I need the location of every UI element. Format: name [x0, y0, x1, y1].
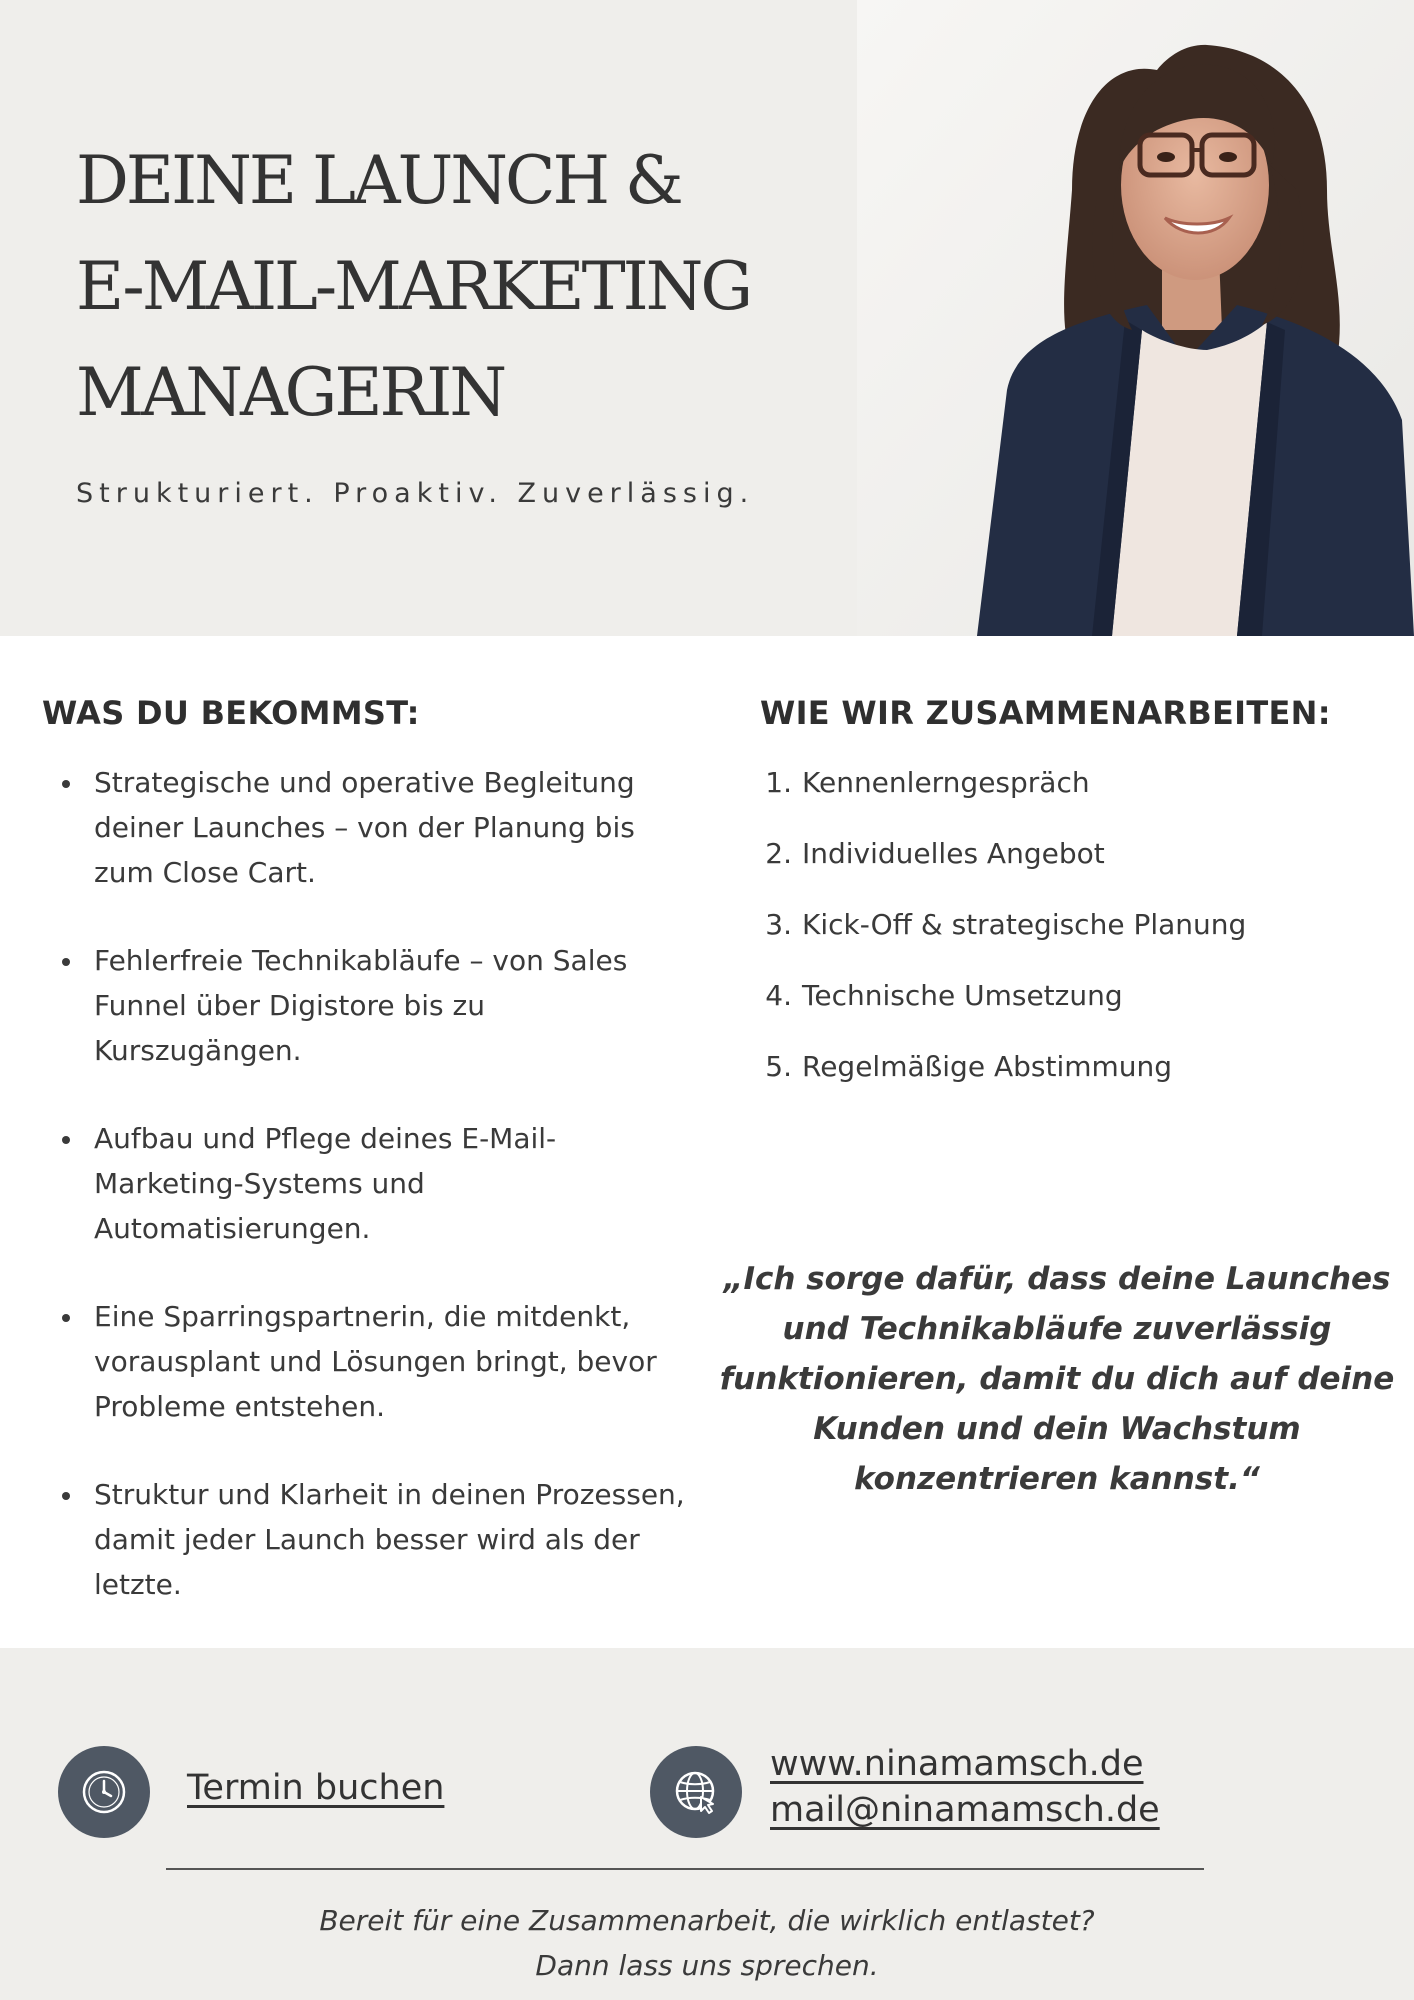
testimonial-quote: „Ich sorge dafür, dass deine Launches und Technikabläufe zuverlässig funktionieren, damit du dich auf deine Kunden und dein Wachstum konzentrieren kannst.“: [719, 1261, 1395, 1497]
process-steps-list: [752, 760, 1352, 1115]
list-item: Fehlerfreie Technikabläufe – von Sales Funnel über Digistore bis zu Kurszugängen.: [58, 938, 698, 1073]
clock-icon[interactable]: [58, 1746, 150, 1838]
step-number: 5.: [765, 1050, 792, 1083]
hero-section: [0, 0, 1414, 636]
tagline: Strukturiert. Proaktiv. Zuverlässig.: [76, 478, 755, 509]
step-item: [752, 902, 1352, 947]
closing-line-1: Bereit für eine Zusammenarbeit, die wirklich entlastet?: [319, 1904, 1095, 1937]
step-item: [752, 1044, 1352, 1089]
list-item: Struktur und Klarheit in deinen Prozessen, damit jeder Launch besser wird als der letzte.: [58, 1472, 698, 1607]
website-link[interactable]: www.ninamamsch.de: [770, 1744, 1144, 1784]
page-title: [76, 128, 816, 446]
step-label: Individuelles Angebot: [802, 837, 1105, 870]
step-item: [752, 760, 1352, 805]
step-label: Regelmäßige Abstimmung: [802, 1050, 1173, 1083]
benefits-list: [58, 760, 698, 1650]
contact-footer: [0, 1648, 1414, 2000]
step-number: 4.: [765, 979, 792, 1012]
list-item: Aufbau und Pflege deines E-Mail-Marketing-Systems und Automatisierungen.: [58, 1116, 698, 1251]
title-line-1: DEINE LAUNCH &: [76, 142, 681, 219]
step-label: Kennenlerngespräch: [802, 766, 1090, 799]
globe-icon[interactable]: [650, 1746, 742, 1838]
title-line-3: MANAGERIN: [76, 354, 505, 431]
globe-icon-graphic: [671, 1767, 721, 1817]
closing-line-2: Dann lass uns sprechen.: [535, 1949, 879, 1982]
book-appointment-link[interactable]: Termin buchen: [187, 1768, 445, 1808]
clock-icon-graphic: [79, 1767, 129, 1817]
step-number: 1.: [765, 766, 792, 799]
title-line-2: E-MAIL-MARKETING: [76, 248, 751, 325]
step-item: [752, 973, 1352, 1018]
list-item: Eine Sparringspartnerin, die mitdenkt, vorausplant und Lösungen bringt, bevor Probleme entstehen.: [58, 1294, 698, 1429]
step-label: Technische Umsetzung: [802, 979, 1123, 1012]
benefits-heading: WAS DU BEKOMMST:: [42, 694, 420, 732]
step-number: 3.: [765, 908, 792, 941]
email-link[interactable]: mail@ninamamsch.de: [770, 1790, 1160, 1830]
step-item: [752, 831, 1352, 876]
process-heading: WIE WIR ZUSAMMENARBEITEN:: [760, 694, 1331, 732]
closing-text: [0, 1898, 1414, 1988]
portrait-illustration: [857, 0, 1414, 636]
divider: [166, 1868, 1204, 1870]
step-number: 2.: [765, 837, 792, 870]
step-label: Kick-Off & strategische Planung: [802, 908, 1247, 941]
portrait-photo: [857, 0, 1414, 636]
list-item: Strategische und operative Begleitung deiner Launches – von der Planung bis zum Close Cart.: [58, 760, 698, 895]
